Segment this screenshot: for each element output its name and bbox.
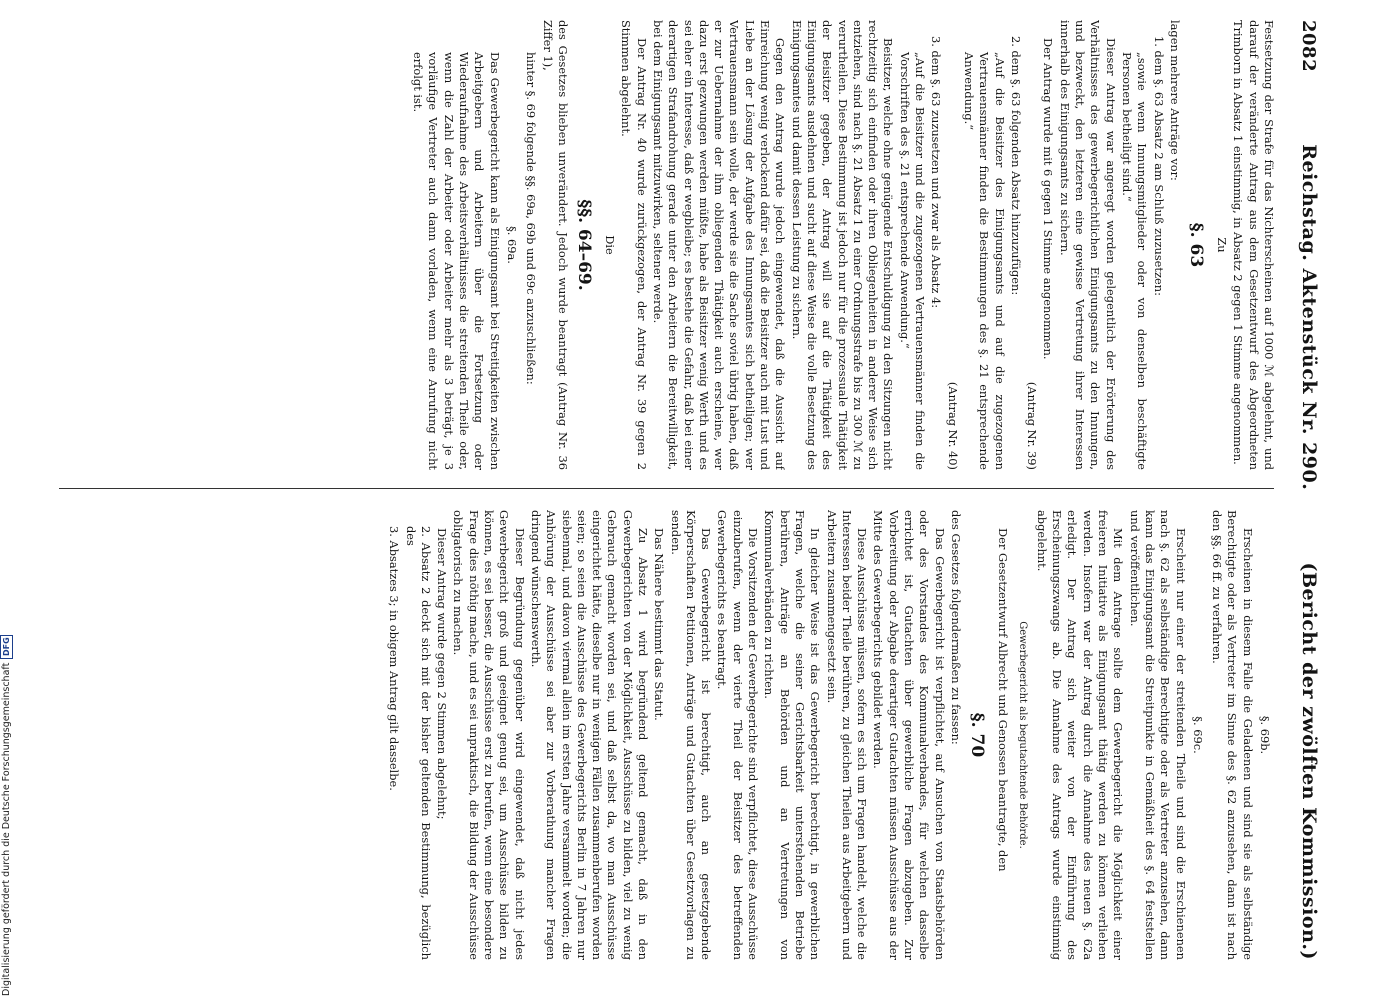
page-number: 2082 [1298,20,1319,73]
list-item: 2. Absatz 2 deckt sich mit der bisher geltenden Bestimmung, bezüglich des [403,526,433,960]
paragraph: Der Antrag Nr. 40 wurde zurückgezogen, der Antrag Nr. 39 gegen 2 Stimmen abgelehnt. [619,20,649,470]
section-subtitle: Gewerbegericht als begutachtende Behörde. [1016,621,1028,849]
paragraph: Beisitzer, welche ohne genügende Entschuldigung zu den Sitzungen nicht rechtzeitig sich einfinden oder ihren Obliegenheiten in anderer Weise sich entziehen, sind nach §. 21 Absatz 1 zu einer Ordnungsstrafe bis zu 300 ℳ zu verurtheilen. Diese Bestimmung ist jedoch nur für die prozessuale Thätigkeit der Beisitzer gegeben, der Antrag will sie auf die Thätigkeit des Einigungsamts ausdehnen und sucht auf diese Weise die volle Besetzung des Einigungsamtes und damit dessen Leistung zu sichern. [789,20,896,470]
paragraph: Dieser Begründung gegenüber wird eingewendet, daß nicht jedes Gewerbegericht groß und geeignet genug sei, um Ausschüsse bilden zu können, es sei besser, die Ausschüsse erst zu berufen, wenn eine besondere Frage dies nöthig mache, und es sei unpraktisch, die Bildung der Ausschüsse obligatorisch zu machen. [451,510,527,960]
section-heading: §. 69b. [1258,715,1272,755]
section-heading: §. 69c. [1190,716,1205,754]
paragraph: Festsetzung der Strafe für das Nichterscheinen auf 1000 ℳ abgelehnt, und darauf der veränderte Antrag aus dem Gesetzentwurf des Abgeordneten Trimborn in Absatz 1 einstimmig, in Absatz 2 gegen 1 Stimme angenommen. [1231,20,1276,470]
paragraph: Das Nähere bestimmt das Statut. [652,528,667,721]
paragraph: Zu Absatz 1 wird begründend geltend gemacht, daß in den Gewerbegerichten von der Möglichkeit, Ausschüsse zu bilden, viel zu wenig Gebrauch gemacht worden sei, und daß selbst da, wo man Ausschüsse eingerichtet hätte, dieselbe nur in wenigen Fällen zusammenberufen worden seien; so seien die Ausschüsse des Gewerbegerichts Berlin in 7 Jahren nur siebenmal, und davon viermal allein im ersten Jahre versammelt worden; die Anhörung der Ausschüsse sei aber zur Vorberathung mancher Fragen dringend wünschenswerth. [528,510,651,960]
paragraph: Das Gewerbegericht kann als Einigungsamt bei Streitigkeiten zwischen Arbeitgebern und Arbeitern über die Fortsetzung oder Wiederaufnahme des Arbeitsverhältnisses die streitenden Theile oder, wenn die Zahl der Arbeiter oder Arbeiter mehr als 3 beträgt, je 3 vorläufige Vertreter auch dann vorladen, wenn eine Anrufung nicht erfolgt ist. [411,52,502,470]
paragraph: Mit dem Antrage sollte dem Gewerbegericht die Möglichkeit einer freieren Initiative als Einigungsamt thätig werden zu können verliehen werden. Insofern war der Antrag durch die Annahme des neuen §. 62a erledigt. Der Antrag sich weiter von der Einführung des Erscheinungszwangs ab. Die Annahme des Antrags wurde einstimmig abgelehnt. [1034,510,1126,960]
document-page [50,20,1320,960]
paragraph: Das Gewerbegericht ist berechtigt, auch an gesetzgebende Körperschaften Petitionen, Anträge und Gutachten über Gesetzvorlagen zu senden. [668,510,714,960]
paragraph: des Gesetzes folgendermaßen zu fassen: [948,510,963,745]
paragraph: hinter §. 69 folgende §§. 69a, 69b und 69c anzuschließen: [524,52,539,385]
report-title: (Bericht der zwölften Kommission.) [1298,562,1320,960]
reference: (Antrag Nr. 39) [1025,381,1040,470]
quote: „Auf die Beisitzer des Einigungsamts und auf die zugezogenen Vertrauensmänner finden die Bestimmungen des §. 21 entsprechende Anwendung.“ [961,52,1007,470]
page-title: Reichstag. Aktenstück Nr. 290. [1298,144,1320,491]
list-item: 3. Absatzes 3; in obigem Antrag gilt dasselbe. [387,526,402,791]
paragraph: des Gesetzes blieben unverändert. Jedoch wurde beantragt (Antrag Nr. 36 Ziffer 1), [540,20,570,470]
paragraph: In gleicher Weise ist das Gewerbegericht berechtigt, in gewerblichen Fragen, welche die seiner Gerichtsbarkeit unterstehenden Betriebe berühren, Anträge an Behörden und an Vertretungen von Kommunalverbänden zu richten. [762,510,823,960]
right-column [56,510,1276,960]
section-heading: §. 70 [966,712,987,758]
left-column [56,20,1276,470]
list-item: 3. dem §. 63 zuzusetzen und zwar als Absatz 4: [929,36,944,309]
paragraph: Diese Ausschüsse müssen, sofern es sich um Fragen handelt, welche die Interessen beider Theile berühren, zu gleichen Theilen aus Arbeitgebern und Arbeitern zusammengesetzt sein. [824,510,870,960]
paragraph: Gegen den Antrag wurde jedoch eingewendet, daß die Aussicht auf Einreichung wenig verlockend dafür sei, daß die Beisitzer auch mit Lust und Liebe an der Lösung der Aufgabe des Innungsamtes sich betheiligen; wer Vertrauensmann sein wolle, der werde sie die Sache soviel übrig haben, daß er zur Uebernahme der ihm obliegenden Thätigkeit auch erscheine, wer dazu erst gezwungen werden müßte, habe als Beisitzer wenig Werth und es sei eher ein Interesse, daß er wegbleibe; es bestehe die Gefahr, daß bei einer derartigen Strafandrohung gerade unter den Arbeitern die Bereitwilligkeit, bei dem Einigungsamt mitzuwirken, seltener werde. [651,20,788,470]
page-header [1280,20,1320,960]
paragraph: Erscheint nur einer der streitenden Theile und sind die Erschienenen nach §. 62 als selbständige Berechtigte oder als Vertreter anzusehen, dann kann das Einigungsamt die Streitpunkte in Gemäßheit des §. 64 feststellen und veröffentlichen. [1127,510,1188,960]
reference: (Antrag Nr. 40) [945,381,960,470]
section-heading: §. 69a. [504,226,519,264]
quote: „sowie wenn Innungsmitglieder oder von denselben beschäftigte Personen betheiligt sind.“ [1119,52,1150,470]
section-heading: §§. 64–69. [573,199,594,291]
section-heading: §. 63 [1185,222,1206,268]
paragraph: Der Antrag wurde mit 6 gegen 1 Stimme angenommen. [1041,38,1056,360]
quote: „Auf die Beisitzer und die zugezogenen Vertrauensmänner finden die Vorschriften des §. 21 entsprechende Anwendung.“ [897,52,928,470]
paragraph: Die Vorsitzenden der Gewerbegerichte sind verpflichtet, diese Ausschüsse einzuberufen, wenn der vierte Theil der Beisitzer des betreffenden Gewerbegerichts es beantragt. [715,510,761,960]
digitization-credit [0,635,13,996]
list-item: 1. dem §. 63 Absatz 2 am Schluß zuzusetzen: [1151,36,1166,296]
paragraph: Das Gewerbegericht ist verpflichtet, auf Ansuchen von Staatsbehörden oder des Vorstandes des Kommunalverbandes, für welchen dasselbe errichtet ist, Gutachten über gewerbliche Fragen abzugeben. Zur Vorbereitung oder Abgabe derartiger Gutachten müssen Ausschüsse aus der Mitte des Gewerbegerichts gebildet werden. [871,510,947,960]
paragraph: Dieser Antrag war angeregt worden gelegentlich der Erörterung des Verhältnisses des gewerbegerichtlichen Einigungsamts zu den Innungen, und bezweckt, den letzteren eine gewisse Vertretung ihrer Interessen innerhalb des Einigungsamts zu sichern. [1057,20,1118,470]
paragraph: Erscheinen in diesem Falle die Geladenen und sind sie als selbständige Berechtigte oder als Vertreter im Sinne des §. 62 anzusehen, dann ist nach den §§. 66 ff. zu verfahren. [1210,510,1255,960]
paragraph: Dieser Antrag wurde gegen 2 Stimmen abgelehnt; [435,528,450,820]
credit-text: Digitalisierung gefördert durch die Deutsche Forschungsgemeinschaft [1,662,12,996]
paragraph: Zu [1215,237,1230,253]
paragraph: Die [603,235,618,255]
dfg-logo: DFG [0,635,13,659]
paragraph: lagen mehrere Anträge vor: [1167,20,1182,181]
paragraph: Der Gesetzentwurf Albrecht und Genossen beantragte, den [996,528,1011,872]
column-divider [59,488,1274,489]
list-item: 2. dem §. 63 folgenden Absatz hinzuzufügen: [1008,36,1023,296]
